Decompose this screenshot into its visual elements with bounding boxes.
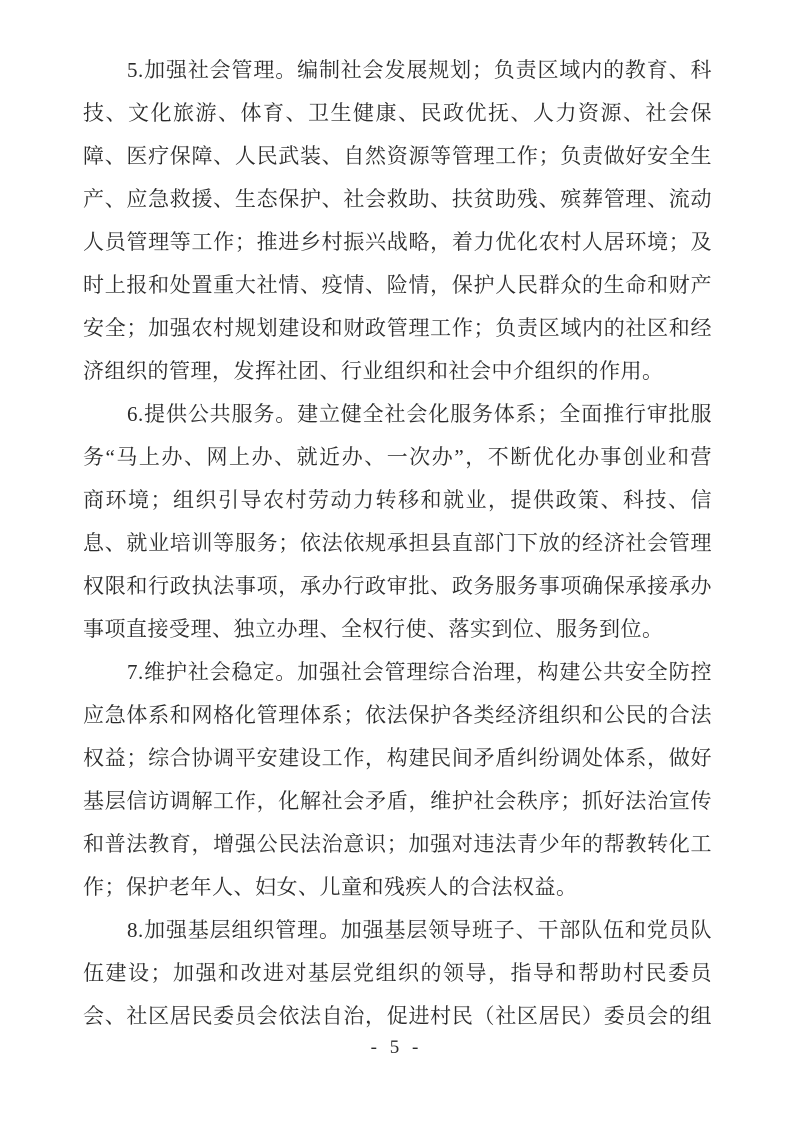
text-line: 产、应急救援、生态保护、社会救助、扶贫助残、殡葬管理、流动 — [83, 187, 712, 211]
text-line: 8.加强基层组织管理。加强基层领导班子、干部队伍和党员队 — [127, 918, 712, 942]
page-footer — [0, 1026, 793, 1069]
text-line: 会、社区居民委员会依法自治，促进村民（社区居民）委员会的组 — [83, 1004, 712, 1028]
text-line: 伍建设；加强和改进对基层党组织的领导，指导和帮助村民委员 — [83, 961, 712, 985]
text-line: 权限和行政执法事项，承办行政审批、政务服务事项确保承接承办 — [83, 574, 712, 598]
paragraph-item-5 — [83, 49, 712, 393]
text-line: 6.提供公共服务。建立健全社会化服务体系；全面推行审批服 — [127, 402, 712, 426]
text-line: 济组织的管理，发挥社团、行业组织和社会中介组织的作用。 — [83, 359, 664, 383]
paragraph-item-8 — [83, 909, 712, 1038]
text-line: 应急体系和网格化管理体系；依法保护各类经济组织和公民的合法 — [83, 703, 712, 727]
text-line: 7.维护社会稳定。加强社会管理综合治理，构建公共安全防控 — [127, 660, 712, 684]
text-line: 事项直接受理、独立办理、全权行使、落实到位、服务到位。 — [83, 617, 664, 641]
text-line: 障、医疗保障、人民武装、自然资源等管理工作；负责做好安全生 — [83, 144, 712, 168]
text-line: 息、就业培训等服务；依法依规承担县直部门下放的经济社会管理 — [83, 531, 712, 555]
text-line: 时上报和处置重大社情、疫情、险情，保护人民群众的生命和财产 — [83, 273, 712, 297]
text-line: 安全；加强农村规划建设和财政管理工作；负责区域内的社区和经 — [83, 316, 712, 340]
text-line: 技、文化旅游、体育、卫生健康、民政优抚、人力资源、社会保 — [83, 101, 712, 125]
text-line: 基层信访调解工作，化解社会矛盾，维护社会秩序；抓好法治宣传 — [83, 789, 712, 813]
text-line: 务“马上办、网上办、就近办、一次办”，不断优化办事创业和营 — [83, 445, 712, 469]
text-line: 5.加强社会管理。编制社会发展规划；负责区域内的教育、科 — [127, 58, 712, 82]
text-line: 和普法教育，增强公民法治意识；加强对违法青少年的帮教转化工 — [83, 832, 712, 856]
text-line: 权益；综合协调平安建设工作，构建民间矛盾纠纷调处体系，做好 — [83, 746, 712, 770]
text-line: 作；保护老年人、妇女、儿童和残疾人的合法权益。 — [83, 875, 578, 899]
text-line: 人员管理等工作；推进乡村振兴战略，着力优化农村人居环境；及 — [83, 230, 712, 254]
paragraph-item-6 — [83, 393, 712, 651]
paragraph-item-7 — [83, 651, 712, 909]
page-number: - 5 - — [370, 1037, 423, 1058]
document-body — [83, 49, 712, 1038]
text-line: 商环境；组织引导农村劳动力转移和就业，提供政策、科技、信 — [83, 488, 712, 512]
